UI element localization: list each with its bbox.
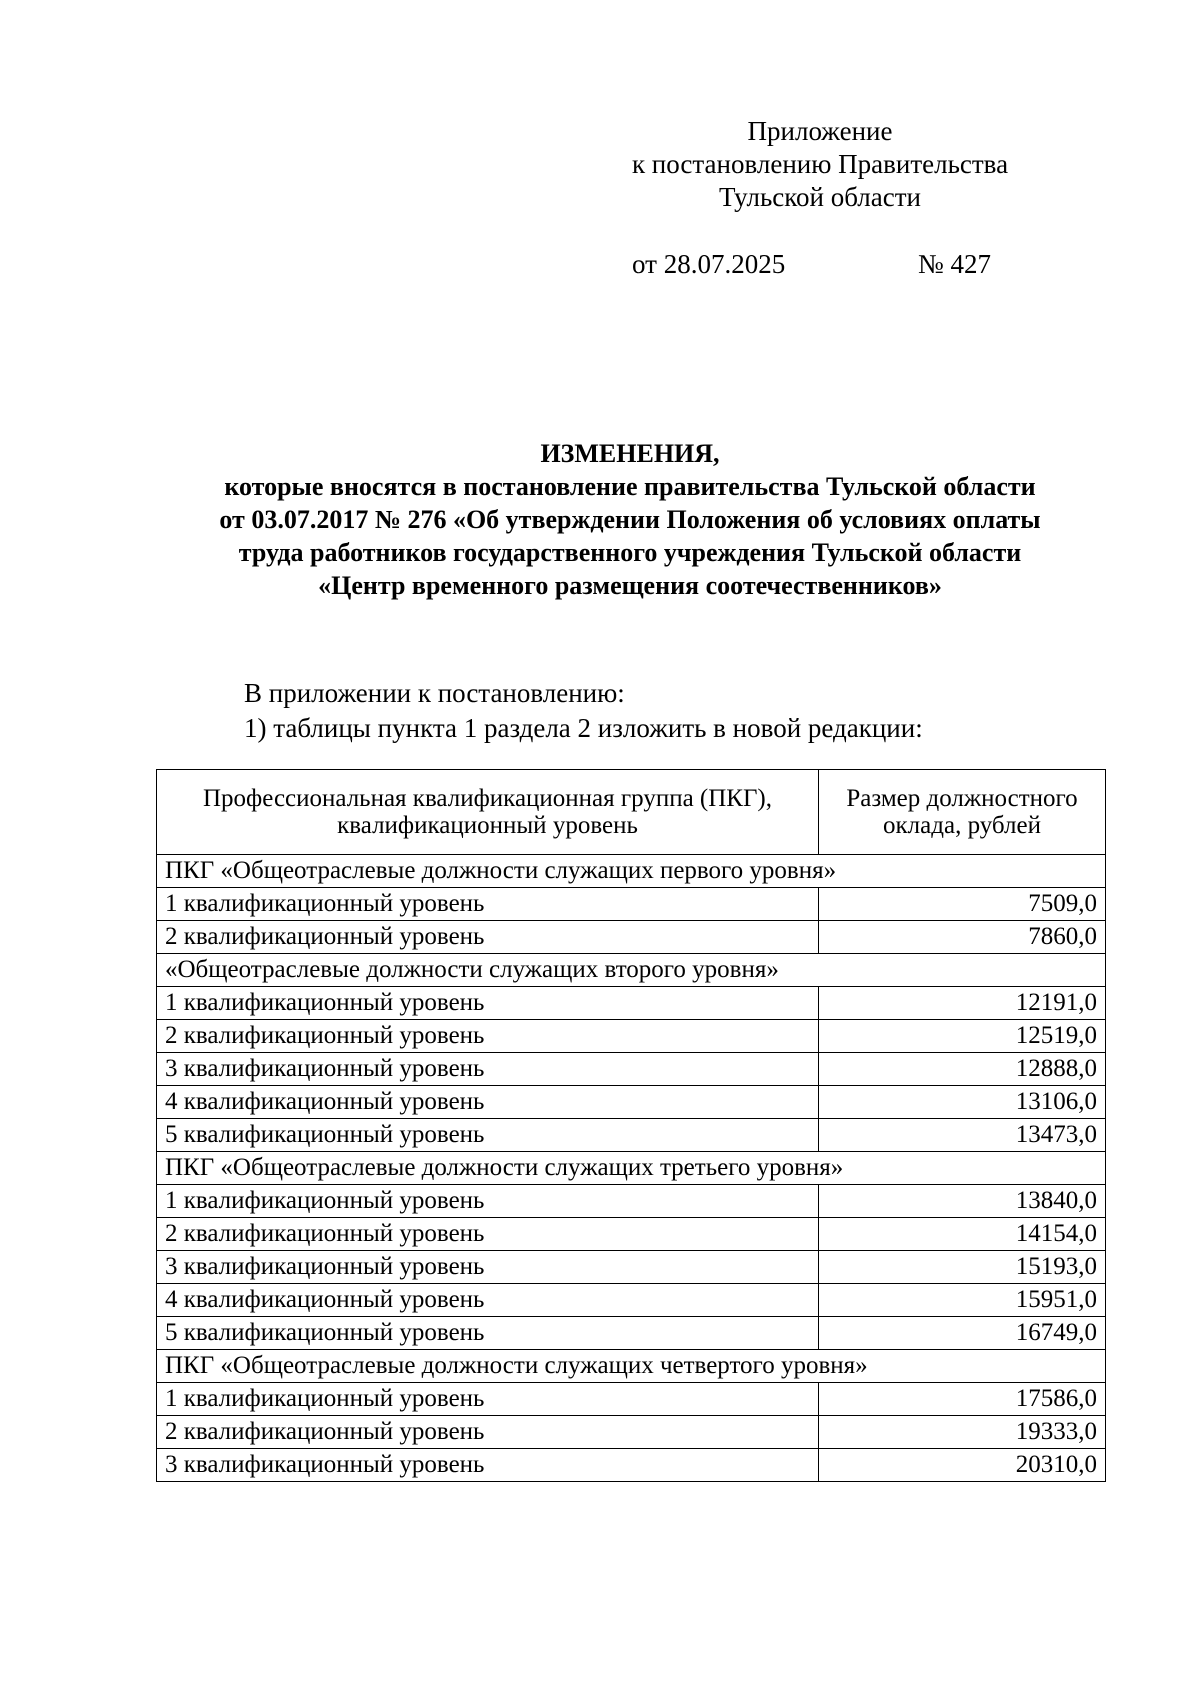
title-line: которые вносятся в постановление правительства Тульской области <box>224 472 1036 501</box>
header-salary-size: Размер должностного оклада, рублей <box>819 770 1106 855</box>
qualification-level: 4 квалификационный уровень <box>157 1086 819 1119</box>
title-line: «Центр временного размещения соотечественников» <box>318 571 942 600</box>
qualification-level: 4 квалификационный уровень <box>157 1284 819 1317</box>
qualification-level: 2 квалификационный уровень <box>157 921 819 954</box>
salary-value: 14154,0 <box>819 1218 1106 1251</box>
table-header-row <box>157 770 1106 855</box>
salary-value: 7509,0 <box>819 888 1106 921</box>
table-row <box>157 1284 1106 1317</box>
table-body <box>157 855 1106 1482</box>
salary-value: 12191,0 <box>819 987 1106 1020</box>
header-qualification-group: Профессиональная квалификационная группа (ПКГ), квалификационный уровень <box>157 770 819 855</box>
qualification-level: 1 квалификационный уровень <box>157 1383 819 1416</box>
table-row <box>157 1218 1106 1251</box>
resolution-date: от 28.07.2025 <box>632 249 786 279</box>
salary-value: 12888,0 <box>819 1053 1106 1086</box>
salary-value: 20310,0 <box>819 1449 1106 1482</box>
table-row <box>157 987 1106 1020</box>
title-line: от 03.07.2017 № 276 «Об утверждении Положения об условиях оплаты <box>219 505 1041 534</box>
qualification-level: 2 квалификационный уровень <box>157 1416 819 1449</box>
group-row <box>157 1350 1106 1383</box>
salary-value: 16749,0 <box>819 1317 1106 1350</box>
table-row <box>157 921 1106 954</box>
resolution-number: № 427 <box>918 249 992 279</box>
salary-value: 13840,0 <box>819 1185 1106 1218</box>
salary-value: 13106,0 <box>819 1086 1106 1119</box>
salary-value: 13473,0 <box>819 1119 1106 1152</box>
group-name: «Общеотраслевые должности служащих второго уровня» <box>157 954 1106 987</box>
table-row <box>157 1119 1106 1152</box>
title-line: труда работников государственного учреждения Тульской области <box>238 538 1022 567</box>
qualification-level: 1 квалификационный уровень <box>157 888 819 921</box>
qualification-level: 1 квалификационный уровень <box>157 987 819 1020</box>
table-row <box>157 1020 1106 1053</box>
salary-table <box>156 769 1106 1482</box>
intro-line: 1) таблицы пункта 1 раздела 2 изложить в новой редакции: <box>244 713 923 743</box>
table-row <box>157 1449 1106 1482</box>
appendix-label: Приложение <box>747 116 893 146</box>
appendix-region: Тульской области <box>719 182 921 212</box>
intro-line: В приложении к постановлению: <box>244 678 625 708</box>
qualification-level: 3 квалификационный уровень <box>157 1251 819 1284</box>
appendix-ref: к постановлению Правительства <box>631 149 1009 179</box>
table-row <box>157 1053 1106 1086</box>
salary-value: 7860,0 <box>819 921 1106 954</box>
salary-value: 15193,0 <box>819 1251 1106 1284</box>
salary-value: 19333,0 <box>819 1416 1106 1449</box>
table-row <box>157 1185 1106 1218</box>
table-row <box>157 1383 1106 1416</box>
salary-value: 12519,0 <box>819 1020 1106 1053</box>
qualification-level: 5 квалификационный уровень <box>157 1317 819 1350</box>
group-name: ПКГ «Общеотраслевые должности служащих третьего уровня» <box>157 1152 1106 1185</box>
group-row <box>157 954 1106 987</box>
document-title <box>150 437 1110 602</box>
appendix-header <box>600 115 1040 214</box>
qualification-level: 2 квалификационный уровень <box>157 1218 819 1251</box>
group-row <box>157 1152 1106 1185</box>
table-row <box>157 1317 1106 1350</box>
group-name: ПКГ «Общеотраслевые должности служащих четвертого уровня» <box>157 1350 1106 1383</box>
table-row <box>157 1251 1106 1284</box>
table-row <box>157 1416 1106 1449</box>
table-row <box>157 888 1106 921</box>
qualification-level: 3 квалификационный уровень <box>157 1449 819 1482</box>
group-row <box>157 855 1106 888</box>
qualification-level: 2 квалификационный уровень <box>157 1020 819 1053</box>
group-name: ПКГ «Общеотраслевые должности служащих первого уровня» <box>157 855 1106 888</box>
qualification-level: 5 квалификационный уровень <box>157 1119 819 1152</box>
salary-value: 17586,0 <box>819 1383 1106 1416</box>
intro-text <box>244 676 923 746</box>
qualification-level: 3 квалификационный уровень <box>157 1053 819 1086</box>
qualification-level: 1 квалификационный уровень <box>157 1185 819 1218</box>
table-row <box>157 1086 1106 1119</box>
salary-value: 15951,0 <box>819 1284 1106 1317</box>
title-line: ИЗМЕНЕНИЯ, <box>540 439 720 468</box>
